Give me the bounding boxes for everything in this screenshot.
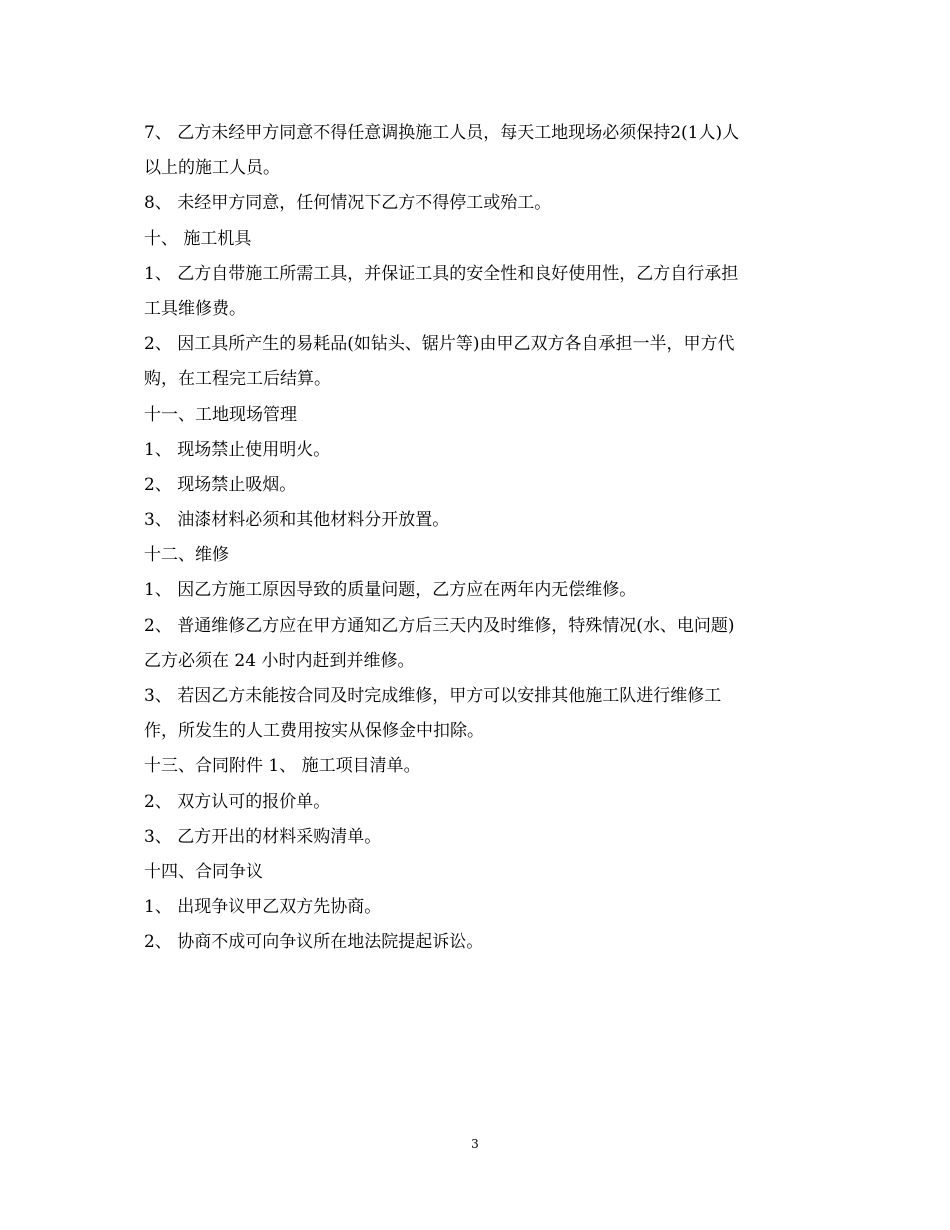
text-line: 3、 油漆材料必须和其他材料分开放置。	[144, 510, 450, 531]
section-heading: 十、 施工机具	[144, 228, 252, 249]
text-line: 工具维修费。	[144, 298, 246, 319]
text-line: 1、 乙方自带施工所需工具，并保证工具的安全性和良好使用性，乙方自行承担	[144, 263, 739, 284]
text-line: 3、 若因乙方未能按合同及时完成维修，甲方可以安排其他施工队进行维修工	[144, 686, 722, 706]
text-line: 2、 协商不成可向争议所在地法院提起诉讼。	[144, 932, 484, 953]
page-number: 3	[471, 1137, 479, 1151]
text-line: 1、 出现争议甲乙双方先协商。	[144, 897, 382, 918]
text-line: 8、 未经甲方同意，任何情况下乙方不得停工或殆工。	[144, 193, 552, 214]
section-heading: 十一、工地现场管理	[144, 404, 297, 425]
section-heading: 十三、合同附件 1、 施工项目清单。	[144, 756, 421, 777]
text-line: 作，所发生的人工费用按实从保修金中扣除。	[144, 721, 484, 742]
text-line: 1、 现场禁止使用明火。	[144, 439, 331, 460]
text-line: 2、 因工具所产生的易耗品(如钻头、锯片等)由甲乙双方各自承担一半，甲方代	[144, 334, 735, 355]
text-line: 7、 乙方未经甲方同意不得任意调换施工人员，每天工地现场必须保持2(1人)人	[144, 123, 740, 143]
text-line: 3、 乙方开出的材料采购清单。	[144, 826, 382, 847]
text-line: 1、 因乙方施工原因导致的质量问题，乙方应在两年内无偿维修。	[144, 580, 637, 601]
text-line: 2、 双方认可的报价单。	[144, 791, 331, 812]
document-body	[144, 116, 814, 961]
text-line: 乙方必须在 24 小时内赶到并维修。	[144, 650, 415, 671]
text-line: 购，在工程完工后结算。	[144, 369, 331, 390]
text-line: 2、 普通维修乙方应在甲方通知乙方后三天内及时维修，特殊情况(水、电问题)	[144, 615, 735, 636]
section-heading: 十四、合同争议	[144, 861, 263, 882]
text-line: 以上的施工人员。	[144, 158, 280, 179]
text-line: 2、 现场禁止吸烟。	[144, 474, 297, 495]
section-heading: 十二、维修	[144, 545, 229, 566]
